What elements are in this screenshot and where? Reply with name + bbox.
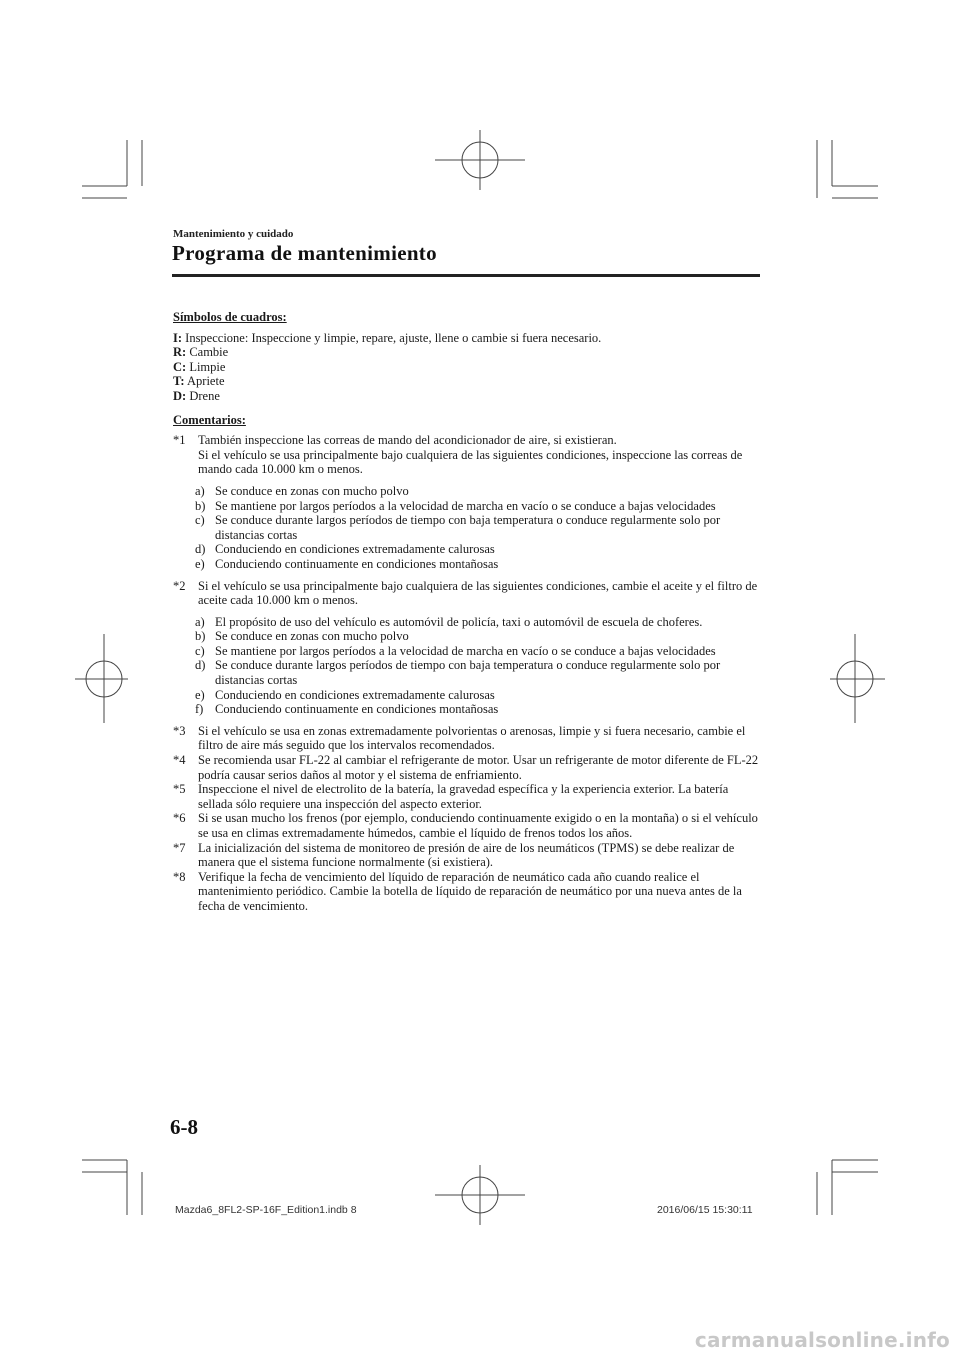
symbol-key: C: [173,359,187,374]
comment-note-8 [173,870,765,914]
note-text: Si el vehículo se usa principalmente bajo cualquiera de las siguientes condiciones, inspeccione las correas de mando cada 10.000 km o menos. [198,447,743,477]
note-text: Se recomienda usar FL-22 al cambiar el refrigerante de motor. Usar un refrigerante de motor diferente de FL-22 podría causar serios daños al motor y el sistema de enfriamiento. [198,753,759,782]
item-key: e) [195,556,205,571]
item-text: El propósito de uso del vehículo es automóvil de policía, taxi o automóvil de escuela de choferes. [215,614,703,629]
list-item [195,557,765,572]
note-text: La inicialización del sistema de monitoreo de presión de aire de los neumáticos (TPMS) se debe realizar de manera que el sistema funcione normalmente (si existiera). [198,840,735,870]
list-item [195,542,765,557]
note-text: Si el vehículo se usa en zonas extremadamente polvorientas o arenosas, limpie y si fuera necesario, cambie el filtro de aire más seguido que los intervalos recomendados. [198,723,746,753]
item-key: c) [195,513,205,528]
condition-list-2 [173,615,765,717]
list-item [195,484,765,499]
note-number: *8 [173,869,186,884]
symbol-key: D: [173,388,187,403]
comment-note-3 [173,724,765,753]
list-item [195,688,765,703]
page-number: 6-8 [170,1115,198,1139]
symbol-text: Apriete [187,374,225,389]
item-key: f) [195,702,204,717]
item-text: Conduciendo en condiciones extremadamente calurosas [215,687,495,702]
comment-note-7 [173,841,765,870]
note-number: *2 [173,578,186,593]
symbol-row [173,345,765,360]
watermark: carmanualsonline.info [694,1328,950,1352]
list-item [195,629,765,644]
note-number: *7 [173,840,186,855]
comment-note-6 [173,811,765,840]
note-text: Inspeccione el nivel de electrolito de la batería, la gravedad específica y la experiencia exterior. La batería sellada sólo requiere una inspección del aspecto exterior. [198,782,729,811]
note-number: *4 [173,753,186,768]
symbols-heading: Símbolos de cuadros: [173,310,287,324]
item-key: a) [195,483,205,498]
note-number: *5 [173,782,186,797]
symbol-row [173,374,765,389]
list-item [195,644,765,659]
item-text: Conduciendo continuamente en condiciones montañosas [215,556,499,571]
symbol-key: T: [173,374,185,389]
note-number: *6 [173,811,186,826]
symbol-row [173,331,765,346]
symbol-key: R: [173,345,187,360]
comments-heading: Comentarios: [173,412,246,427]
comment-note-1 [173,433,765,477]
item-text: Se mantiene por largos períodos a la velocidad de marcha en vacío o se conduce a bajas velocidades [215,498,716,513]
section-label: Mantenimiento y cuidado [173,228,294,240]
symbol-text: Drene [189,388,220,403]
item-key: b) [195,498,206,513]
title-rule [172,274,760,277]
note-number: *1 [173,433,186,448]
item-text: Conduciendo en condiciones extremadamente calurosas [215,542,495,557]
item-key: e) [195,687,205,702]
item-text: Se conduce en zonas con mucho polvo [215,629,409,644]
item-key: a) [195,614,205,629]
item-text: Conduciendo continuamente en condiciones montañosas [215,702,499,717]
symbol-key: I: [173,330,183,345]
item-text: Se conduce en zonas con mucho polvo [215,483,409,498]
comment-note-2 [173,579,765,608]
item-text: Se conduce durante largos períodos de tiempo con baja temperatura o conduce regularmente solo por distancias cortas [215,513,721,542]
item-text: Se mantiene por largos períodos a la velocidad de marcha en vacío o se conduce a bajas velocidades [215,643,716,658]
symbol-row [173,389,765,404]
note-text: Si el vehículo se usa principalmente bajo cualquiera de las siguientes condiciones, cambie el aceite y el filtro de aceite cada 10.000 km o menos. [198,578,758,608]
footer-timestamp: 2016/06/15 15:30:11 [657,1204,753,1216]
item-key: b) [195,629,206,644]
note-text: También inspeccione las correas de mando del acondicionador de aire, si existieran. [198,433,617,448]
page-title: Programa de mantenimiento [172,241,437,265]
symbol-text: Limpie [189,359,226,374]
main-content [173,310,765,914]
symbol-row [173,360,765,375]
list-item [195,615,765,630]
condition-list-1 [173,484,765,572]
item-key: d) [195,658,206,673]
note-number: *3 [173,723,186,738]
list-item [195,499,765,514]
footer-file-name: Mazda6_8FL2-SP-16F_Edition1.indb 8 [175,1204,357,1216]
comment-note-5 [173,782,765,811]
list-item [195,658,765,687]
symbol-text: Cambie [189,345,229,360]
item-key: d) [195,542,206,557]
note-text: Verifique la fecha de vencimiento del líquido de reparación de neumático cada año cuando realice el mantenimiento periódico. Cambie la botella de líquido de reparación de neumático por una nueva antes de la fecha de vencimiento. [198,869,742,913]
list-item [195,702,765,717]
comment-note-4 [173,753,765,782]
list-item [195,513,765,542]
symbol-text: Inspeccione: Inspeccione y limpie, repare, ajuste, llene o cambie si fuera necesario. [185,330,602,345]
note-text: Si se usan mucho los frenos (por ejemplo, conduciendo continuamente exigido o en la montaña) o si el vehículo se usa en climas extremadamente húmedos, cambie el líquido de frenos todos los años. [198,811,758,840]
item-key: c) [195,643,205,658]
item-text: Se conduce durante largos períodos de tiempo con baja temperatura o conduce regularmente solo por distancias cortas [215,658,721,688]
